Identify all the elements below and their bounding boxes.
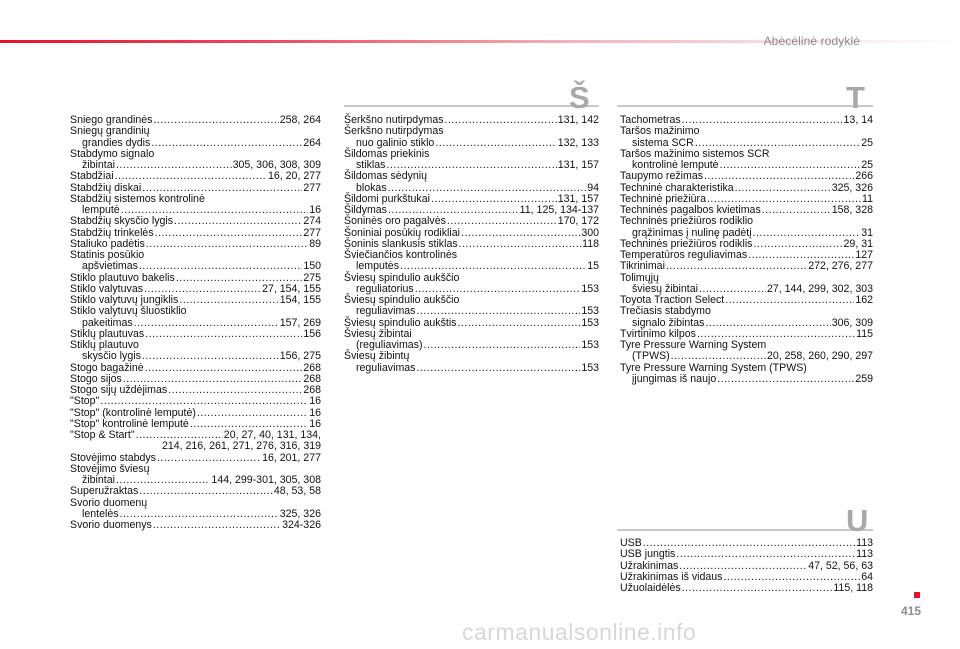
entry-pages: 277 <box>303 226 321 239</box>
entry-term: Svorio duomenų <box>70 496 148 509</box>
dot-leader <box>671 351 766 362</box>
index-entry <box>344 216 599 227</box>
entry-term: Stabdžių trinkelės <box>70 226 154 239</box>
entry-line <box>70 396 321 407</box>
dot-leader <box>155 228 303 239</box>
entry-pages: 20, 258, 260, 290, 297 <box>766 350 873 363</box>
entry-pages: 94 <box>587 181 599 194</box>
index-entry <box>344 295 599 318</box>
entry-term: Stiklo valytuvų šluostiklio <box>70 305 187 318</box>
dot-leader <box>116 160 232 171</box>
index-entry <box>344 126 599 149</box>
entry-term: Stogo bagažinė <box>70 361 144 374</box>
entry-term: Stogo sijų uždėjimas <box>70 384 168 396</box>
entry-pages: 154, 155 <box>279 294 321 306</box>
entry-pages: 153 <box>581 316 599 329</box>
index-column-t <box>620 115 873 385</box>
entry-line <box>620 261 873 272</box>
entry-pages: 264 <box>303 136 321 149</box>
entry-pages: 150 <box>303 260 321 273</box>
entry-line <box>344 363 599 374</box>
entry-pages: 153 <box>581 282 599 295</box>
dot-leader <box>151 138 302 149</box>
entry-term: lentelės <box>82 507 119 520</box>
entry-pages: 27, 144, 299, 302, 303 <box>766 282 873 295</box>
entry-term: Stiklo plautuvo bakelis <box>70 271 175 284</box>
entry-pages: 272, 276, 277 <box>808 260 873 273</box>
index-entry <box>344 351 599 374</box>
entry-pages: 153 <box>581 339 599 351</box>
entry-term: "Stop" kontrolinė lemputė <box>70 417 189 430</box>
entry-pages: 268 <box>303 384 321 396</box>
entry-term: apšvietimas <box>82 260 138 273</box>
index-entry <box>70 149 321 172</box>
entry-term: žibintai <box>82 474 115 486</box>
entry-pages: 25 <box>861 136 873 149</box>
entry-line <box>70 520 321 531</box>
dot-leader <box>457 318 580 329</box>
entry-term: Šviesų spindulio aukštis <box>344 316 457 329</box>
dot-leader <box>666 261 807 272</box>
entry-pages: 156, 275 <box>279 350 321 363</box>
entry-term: Stiklo valytuvų jungiklis <box>70 294 179 306</box>
dot-leader <box>157 453 261 464</box>
entry-term: Stiklų plautuvas <box>70 327 145 340</box>
entry-pages: 277 <box>303 181 321 194</box>
dot-leader <box>705 318 830 329</box>
entry-term: Šoniniai posūkių rodikliai <box>344 226 461 239</box>
entry-line <box>620 583 873 594</box>
entry-pages: 258, 264 <box>279 114 321 126</box>
entry-pages: 156 <box>303 327 321 340</box>
index-entry <box>620 306 873 329</box>
entry-term: "Stop" <box>70 395 100 408</box>
entry-pages: 31 <box>861 226 873 239</box>
entry-pages: 118 <box>582 237 599 250</box>
entry-pages: 115, 118 <box>833 582 873 594</box>
entry-pages: 153 <box>581 305 599 318</box>
divider-t <box>617 105 873 107</box>
entry-term: Stovėjimo šviesų <box>70 462 150 475</box>
entry-term: Šviečiančios kontrolinės <box>344 249 458 261</box>
entry-pages: 127 <box>855 249 873 261</box>
entry-term: Šoninės oro pagalvės <box>344 215 446 228</box>
index-entry <box>70 216 321 227</box>
index-entry <box>70 520 321 531</box>
entry-pages: 47, 52, 56, 63 <box>808 559 873 572</box>
index-entry <box>70 464 321 487</box>
entry-term: Tikrinimai <box>620 260 665 273</box>
entry-pages: 274 <box>303 215 321 228</box>
divider-u <box>617 529 873 531</box>
entry-term: Šildomi purkštukai <box>344 192 430 205</box>
entry-term: nuo galinio stiklo <box>356 136 435 149</box>
entry-pages: 325, 326 <box>831 181 873 194</box>
entry-term: įjungimas iš naujo <box>632 372 717 385</box>
entry-term: skysčio lygis <box>82 350 141 363</box>
dot-leader <box>153 520 281 531</box>
entry-term: Užrakinimas <box>620 559 679 572</box>
dot-leader <box>720 160 861 171</box>
entry-term: Techninė priežiūra <box>620 192 706 205</box>
entry-term: Šoninis slankusis stiklas <box>344 237 458 250</box>
index-entry <box>620 363 873 386</box>
entry-term: reguliavimas <box>356 361 416 374</box>
dot-leader <box>461 228 580 239</box>
dot-leader <box>400 261 586 272</box>
dot-leader <box>416 306 580 317</box>
entry-pages: 13, 14 <box>843 114 873 126</box>
entry-term: Šviesų žibintai <box>344 327 412 340</box>
entry-pages: 20, 27, 40, 131, 134, <box>223 429 321 441</box>
index-entry <box>620 583 873 594</box>
entry-term: Stabdžių diskai <box>70 181 142 194</box>
letter-heading-sh: Š <box>569 80 590 115</box>
entry-line <box>70 216 321 227</box>
entry-pages: 89 <box>309 237 321 250</box>
entry-pages: 131, 157 <box>557 192 599 205</box>
entry-pages-continued: 214, 216, 261, 271, 276, 316, 319 <box>161 440 321 453</box>
entry-term: Stogo sijos <box>70 372 122 385</box>
index-entry <box>70 171 321 182</box>
index-entry <box>620 149 873 172</box>
entry-pages: 16 <box>309 406 321 419</box>
entry-line <box>620 351 873 362</box>
entry-pages: 132, 133 <box>557 136 599 149</box>
entry-pages: 306, 309 <box>831 316 873 329</box>
entry-term: Užrakinimas iš vidaus <box>620 570 723 583</box>
entry-pages: 170, 172 <box>557 215 599 228</box>
dot-leader <box>168 385 302 396</box>
entry-term: "Stop & Start" <box>70 429 135 441</box>
letter-heading-t: T <box>846 80 865 115</box>
index-entry <box>70 498 321 521</box>
entry-term: "Stop" (kontrolinė lemputė) <box>70 406 196 419</box>
index-entry <box>620 273 873 296</box>
section-title: Abėcėlinė rodyklė <box>763 34 860 48</box>
entry-term: Techninė charakteristika <box>620 181 734 194</box>
entry-pages: 48, 53, 58 <box>273 485 321 498</box>
entry-term: Statinis posūkio <box>70 249 145 261</box>
entry-pages: 29, 31 <box>843 237 873 250</box>
entry-pages: 15 <box>587 260 599 273</box>
entry-pages: 16, 201, 277 <box>262 451 321 464</box>
page-number: 415 <box>901 604 922 618</box>
entry-term: Tyre Pressure Warning System <box>620 339 767 351</box>
entry-line <box>620 171 873 182</box>
index-entry <box>344 149 599 172</box>
entry-pages: 324-326 <box>282 519 321 531</box>
entry-term: Techninės priežiūros rodiklio <box>620 215 754 228</box>
entry-term: Superužraktas <box>70 485 139 498</box>
entry-term: Šerkšno nutirpdymas <box>344 114 444 126</box>
entry-term: Stiklo valytuvas <box>70 282 144 295</box>
entry-term: Stabdžiai <box>70 170 114 183</box>
entry-term: signalo žibintas <box>632 316 705 329</box>
page-marker <box>914 592 920 598</box>
entry-term: Tachometras <box>620 114 681 126</box>
entry-term: Taršos mažinimo <box>620 125 700 138</box>
entry-term: USB jungtis <box>620 548 676 561</box>
dot-leader <box>704 171 854 182</box>
entry-line <box>620 374 873 385</box>
entry-pages: 16 <box>309 395 321 408</box>
index-entry <box>620 216 873 239</box>
entry-term: Tolimųjų <box>620 271 659 284</box>
entry-pages: 305, 306, 308, 309 <box>232 159 321 171</box>
entry-pages: 27, 154, 155 <box>262 282 321 295</box>
index-entry <box>70 396 321 407</box>
dot-leader <box>682 583 833 594</box>
dot-leader <box>435 138 556 149</box>
dot-leader <box>174 216 302 227</box>
dot-leader <box>753 239 842 250</box>
entry-pages: 268 <box>303 361 321 374</box>
entry-pages: 25 <box>861 159 873 171</box>
watermark: carmanualsonline.info <box>462 619 697 645</box>
entry-line <box>70 486 321 497</box>
entry-term: Šildomas sėdynių <box>344 170 428 183</box>
entry-pages: 325, 326 <box>279 507 321 520</box>
entry-line <box>70 351 321 362</box>
entry-term: (reguliavimas) <box>356 339 423 351</box>
entry-pages: 115 <box>856 327 873 340</box>
index-entry <box>70 430 321 453</box>
entry-pages: 259 <box>855 372 873 385</box>
dot-leader <box>179 295 278 306</box>
dot-leader <box>676 549 855 560</box>
dot-leader <box>459 239 581 250</box>
entry-term: Trečiasis stabdymo <box>620 305 711 318</box>
dot-leader <box>197 408 308 419</box>
dot-leader <box>725 295 854 306</box>
entry-term: reguliatorius <box>356 282 414 295</box>
dot-leader <box>416 363 580 374</box>
entry-term: grąžinimas į nulinę padėtį <box>632 226 752 239</box>
entry-term: Šildomas priekinis <box>344 147 430 160</box>
entry-pages: 16, 20, 277 <box>267 170 321 183</box>
entry-term: Taršos mažinimo sistemos SCR <box>620 147 770 160</box>
entry-pages: 131, 142 <box>557 114 599 126</box>
dot-leader <box>100 396 308 407</box>
dot-leader <box>145 363 303 374</box>
entry-term: Techninės priežiūros rodiklis <box>620 237 753 250</box>
entry-term: stiklas <box>356 159 386 171</box>
index-entry <box>344 250 599 273</box>
entry-term: Temperatūros reguliavimas <box>620 249 748 261</box>
entry-term: sistema SCR <box>632 136 694 149</box>
index-column-sh <box>344 115 599 374</box>
index-entry <box>620 549 873 560</box>
entry-term: kontrolinė lemputė <box>632 159 719 171</box>
entry-term: Stiklų plautuvo <box>70 339 139 351</box>
entry-term: USB <box>620 537 642 549</box>
entry-term: pakeitimas <box>82 316 133 329</box>
dot-leader <box>139 486 273 497</box>
index-entry <box>70 385 321 396</box>
entry-line <box>70 261 321 272</box>
entry-pages: 131, 157 <box>557 159 599 171</box>
entry-term: Sniegų grandinių <box>70 125 150 138</box>
entry-pages: 16 <box>309 204 321 216</box>
entry-term: Techninės pagalbos kvietimas <box>620 204 761 216</box>
entry-pages: 300 <box>581 226 599 239</box>
dot-leader <box>735 183 831 194</box>
entry-term: Tvirtinimo kilpos <box>620 327 696 340</box>
entry-pages: 158, 328 <box>831 204 873 216</box>
entry-term: Šviesų spindulio aukščio <box>344 294 460 306</box>
dot-leader <box>142 351 279 362</box>
entry-pages: 268 <box>303 372 321 385</box>
entry-term: šviesų žibintai <box>632 282 698 295</box>
entry-term: žibintai <box>82 159 115 171</box>
entry-pages: 16 <box>309 417 321 430</box>
entry-term: Stovėjimo stabdys <box>70 451 156 464</box>
entry-term: (TPWS) <box>632 350 670 363</box>
entry-term: Taupymo režimas <box>620 170 704 183</box>
index-entry <box>344 273 599 296</box>
index-column-u <box>620 538 873 594</box>
index-entry <box>70 194 321 217</box>
entry-pages: 113 <box>856 537 873 549</box>
dot-leader <box>717 374 854 385</box>
entry-pages: 11 <box>862 192 873 205</box>
entry-term: Svorio duomenys <box>70 519 152 531</box>
index-entry <box>70 340 321 363</box>
entry-term: Sniego grandinės <box>70 114 153 126</box>
entry-term: lemputės <box>356 260 399 273</box>
entry-term: blokas <box>356 181 387 194</box>
entry-pages: 11, 125, 134-137 <box>519 204 599 216</box>
dot-leader <box>139 261 302 272</box>
entry-term: Šviesų spindulio aukščio <box>344 271 460 284</box>
index-entry <box>344 171 599 194</box>
dot-leader <box>153 115 278 126</box>
entry-term: Šildymas <box>344 204 387 216</box>
entry-line <box>344 306 599 317</box>
index-entry <box>70 486 321 497</box>
index-entry <box>620 171 873 182</box>
index-entry <box>70 306 321 329</box>
entry-term: Toyota Traction Select <box>620 294 725 306</box>
index-column-s <box>70 115 321 531</box>
entry-line <box>70 171 321 182</box>
entry-pages: 144, 299-301, 305, 308 <box>211 474 321 486</box>
index-entry <box>620 340 873 363</box>
entry-term: lemputė <box>82 204 120 216</box>
entry-term: reguliavimas <box>356 305 416 318</box>
entry-term: Staliuko padėtis <box>70 237 145 250</box>
entry-line <box>344 216 599 227</box>
dot-leader <box>134 318 279 329</box>
dot-leader <box>762 205 831 216</box>
dot-leader <box>445 115 557 126</box>
entry-pages: 266 <box>855 170 873 183</box>
dot-leader <box>115 171 267 182</box>
entry-pages: 157, 269 <box>279 316 321 329</box>
entry-term: grandies dydis <box>82 136 151 149</box>
entry-pages: 275 <box>303 271 321 284</box>
entry-line <box>344 261 599 272</box>
entry-term: Tyre Pressure Warning System (TPWS) <box>620 361 807 374</box>
entry-pages: 153 <box>581 361 599 374</box>
divider-sh <box>344 105 599 107</box>
entry-term: Užuolaidėlės <box>620 582 681 594</box>
index-entry <box>620 126 873 149</box>
dot-leader <box>447 216 557 227</box>
entry-pages: 113 <box>856 548 873 561</box>
entry-term: Stabdymo signalo <box>70 147 155 160</box>
index-entry <box>344 329 599 352</box>
dot-leader <box>145 329 302 340</box>
index-entry <box>70 126 321 149</box>
entry-term: Šerkšno nutirpdymas <box>344 125 444 138</box>
entry-term: Stabdžių sistemos kontrolinė <box>70 192 205 205</box>
entry-line <box>620 549 873 560</box>
entry-term: Stabdžių skysčio lygis <box>70 215 174 228</box>
dot-leader <box>682 115 843 126</box>
index-entry <box>620 261 873 272</box>
dot-leader <box>146 239 308 250</box>
entry-pages: 162 <box>855 294 873 306</box>
entry-line <box>70 385 321 396</box>
dot-leader <box>424 340 581 351</box>
index-entry <box>70 250 321 273</box>
letter-heading-u: U <box>846 503 869 538</box>
entry-pages: 64 <box>861 570 873 583</box>
entry-term: Šviesų žibintų <box>344 350 410 363</box>
